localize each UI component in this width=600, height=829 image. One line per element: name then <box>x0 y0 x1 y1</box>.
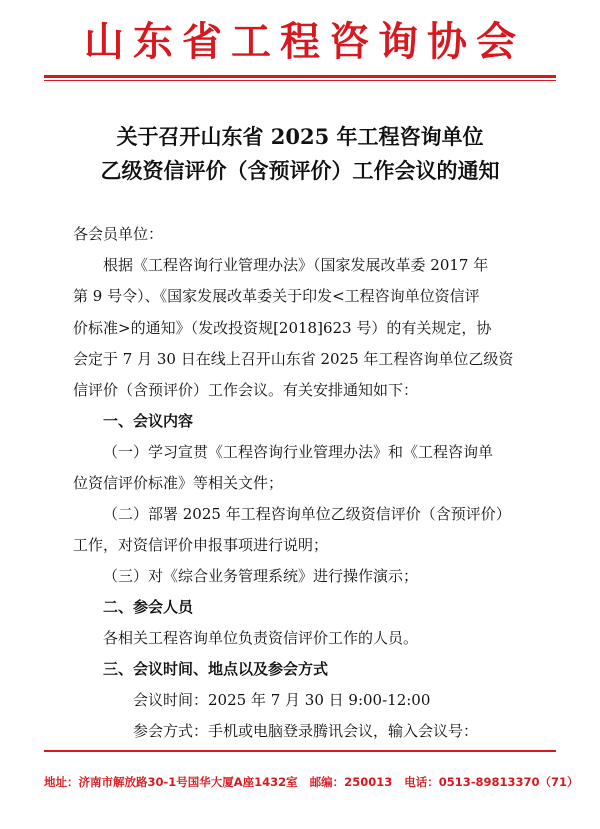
attendees-text: 各相关工程咨询单位负责资信评价工作的人员。 <box>103 629 419 647</box>
letterhead-divider-thin <box>44 80 556 81</box>
intro-line: 根据《工程咨询行业管理办法》（国家发展改革委 2017 年 <box>103 256 489 274</box>
footer-postcode: 邮编：250013 <box>309 775 393 789</box>
section-heading-meeting-content: 一、会议内容 <box>103 412 194 430</box>
document-title-line-1: 关于召开山东省 2025 年工程咨询单位 <box>116 124 484 149</box>
letterhead-org-name: 山东省工程咨询协会 <box>84 18 525 65</box>
meeting-method: 参会方式：手机或电脑登录腾讯会议，输入会议号： <box>133 722 479 740</box>
footer-divider <box>44 750 556 752</box>
footer-phone: 电话：0513-89813370（71） <box>404 775 579 789</box>
content-item-3: （三）对《综合业务管理系统》进行操作演示； <box>103 567 419 585</box>
section-heading-attendees: 二、参会人员 <box>103 598 194 616</box>
content-item-2-line: （二）部署 2025 年工程咨询单位乙级资信评价（含预评价） <box>103 505 511 523</box>
footer-address: 地址：济南市解放路30-1号国华大厦A座1432室 <box>44 775 298 789</box>
intro-line: 信评价（含预评价）工作会议。有关安排通知如下： <box>73 381 419 399</box>
section-heading-time-place: 三、会议时间、地点以及参会方式 <box>103 660 329 678</box>
document-title-line-2: 乙级资信评价（含预评价）工作会议的通知 <box>100 158 500 183</box>
content-item-2-line: 工作，对资信评价申报事项进行说明； <box>73 536 329 554</box>
intro-line: 价标准>的通知》（发改投资规[2018]623 号）的有关规定，协 <box>73 319 492 337</box>
intro-line: 第 9 号令）、《国家发展改革委关于印发<工程咨询单位资信评 <box>73 287 480 305</box>
content-item-1-line: （一）学习宣贯《工程咨询行业管理办法》和《工程咨询单 <box>103 443 494 461</box>
intro-line: 会定于 7 月 30 日在线上召开山东省 2025 年工程咨询单位乙级资 <box>73 350 514 368</box>
letterhead-divider-thick <box>44 75 556 78</box>
salutation: 各会员单位： <box>73 225 164 243</box>
meeting-time: 会议时间：2025 年 7 月 30 日 9:00-12:00 <box>133 691 431 709</box>
content-item-1-line: 位资信评价标准》等相关文件； <box>73 474 284 492</box>
footer-contact <box>44 774 579 790</box>
